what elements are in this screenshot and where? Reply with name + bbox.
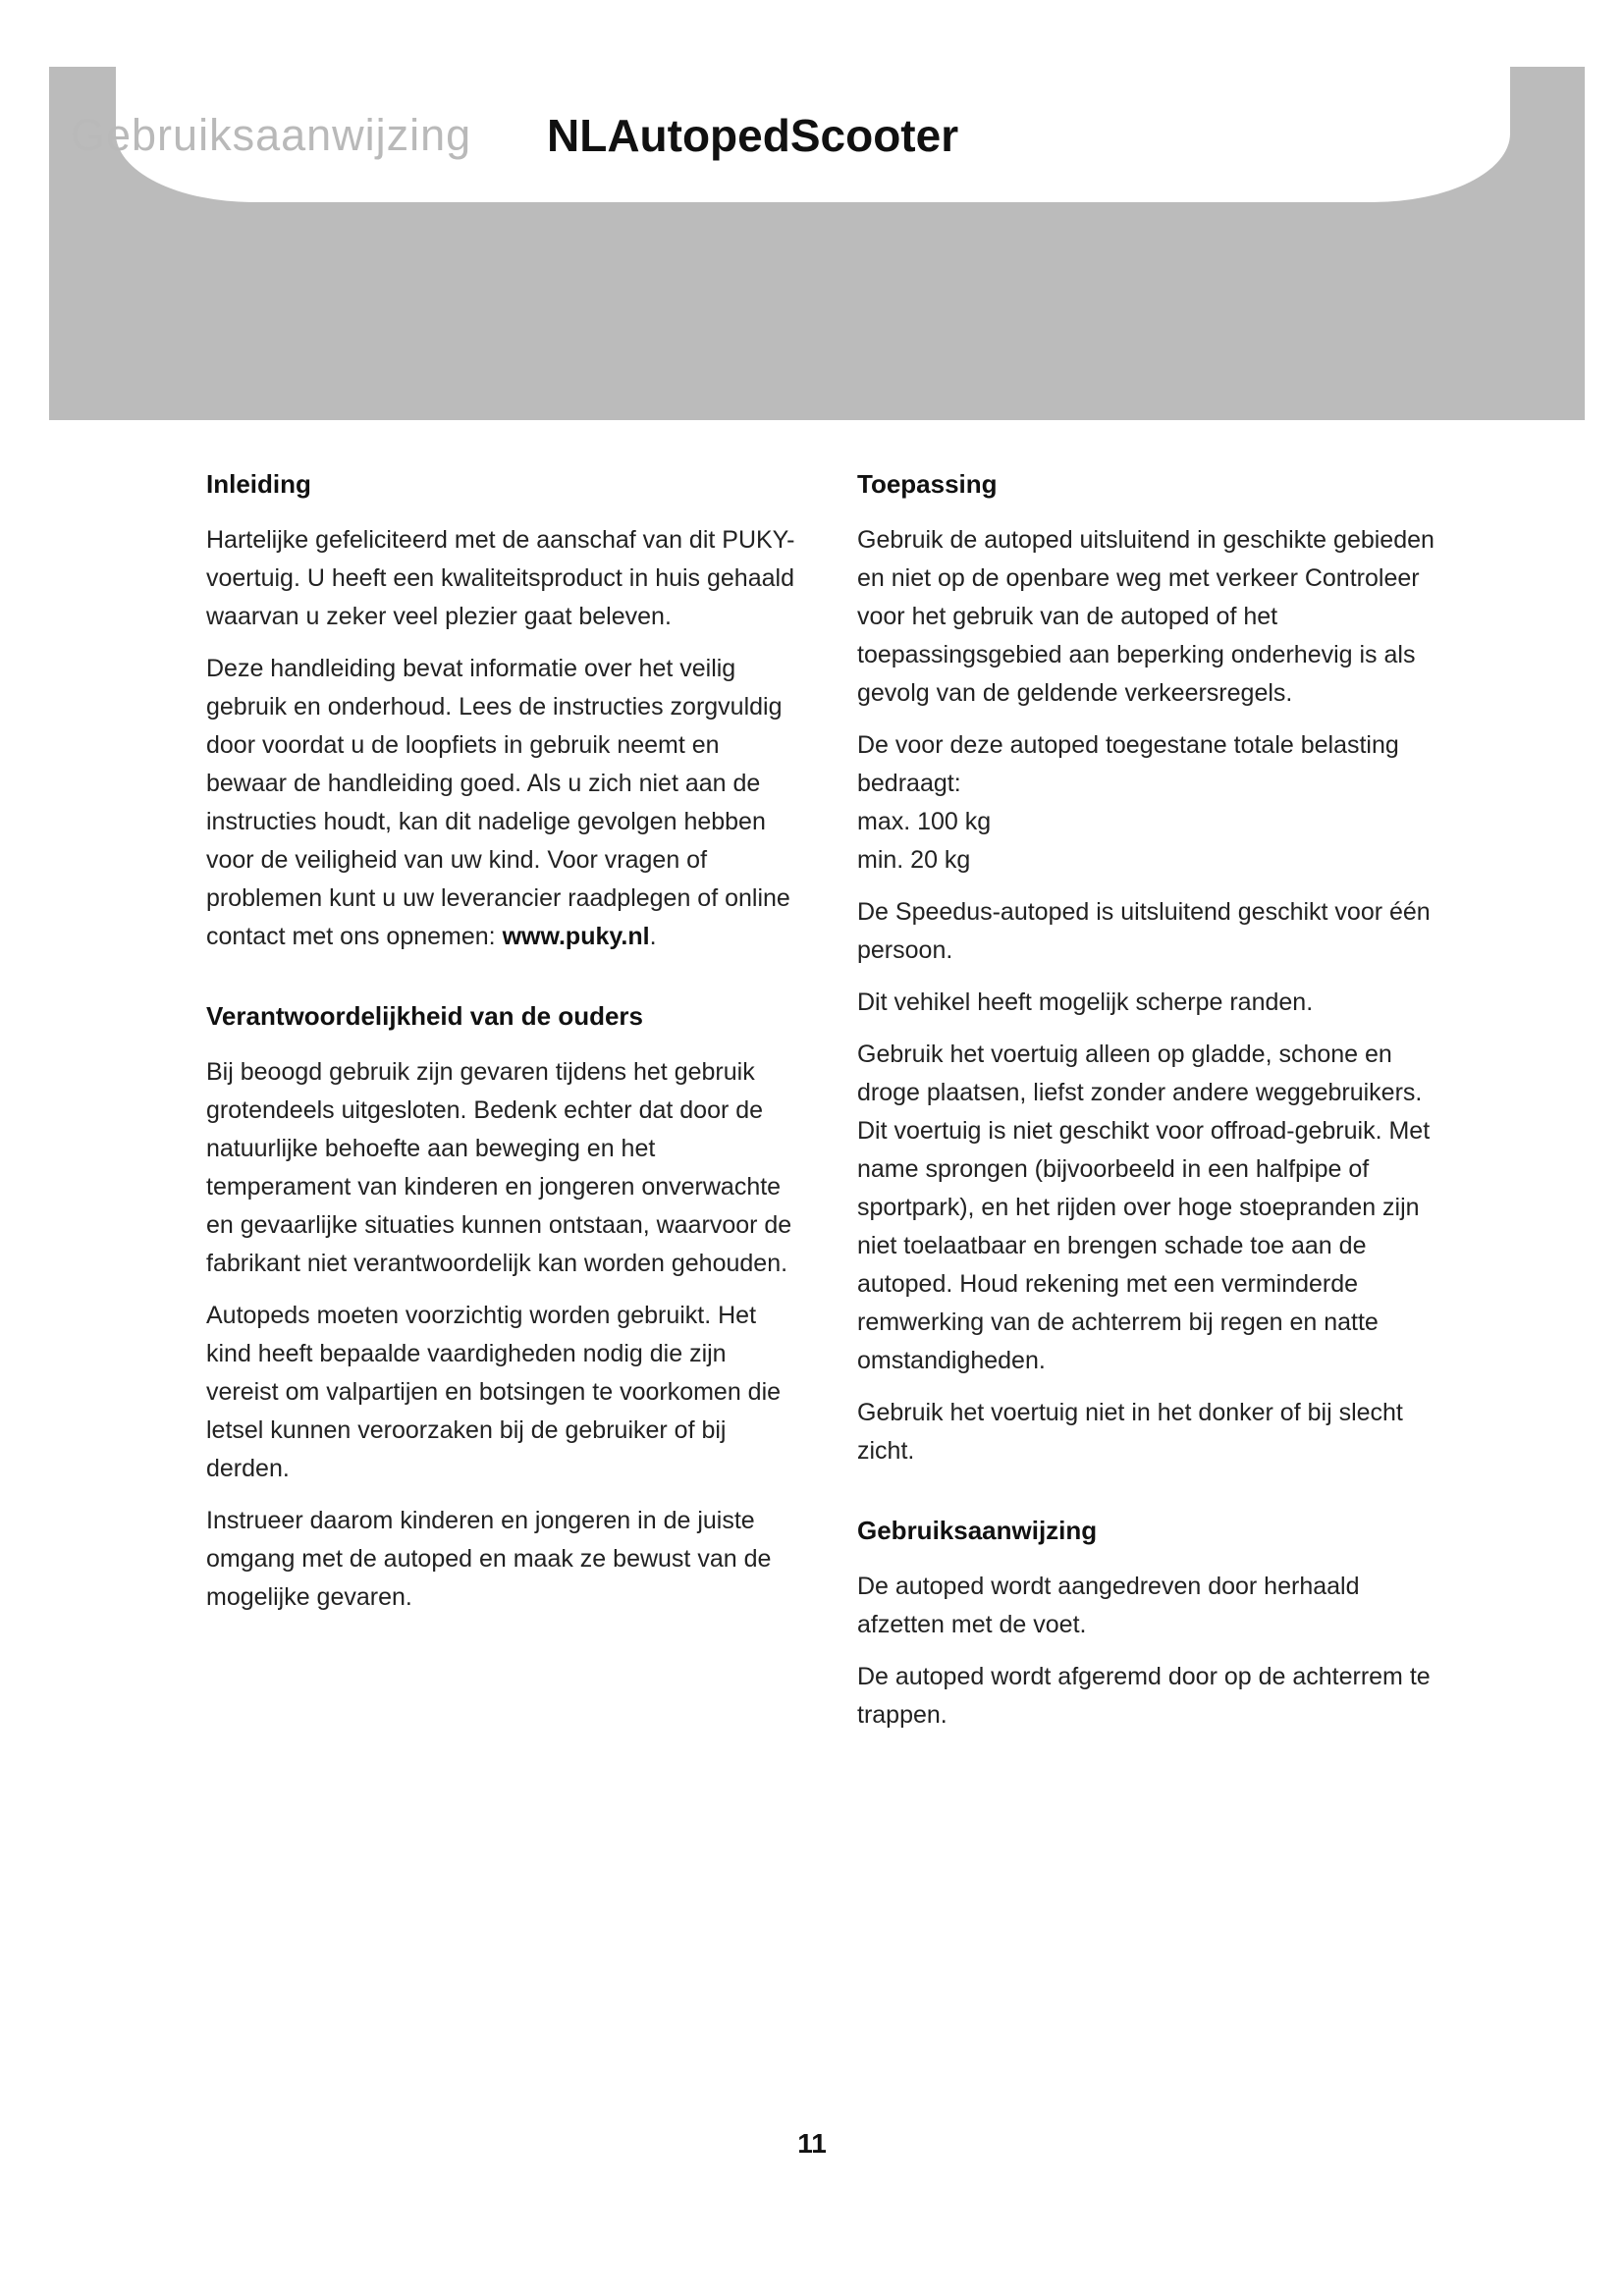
paragraph: Dit vehikel heeft mogelijk scherpe randen. [857, 988, 1314, 1016]
paragraph: Bij beoogd gebruik zijn gevaren tijdens het gebruik grotendeels uitgesloten. Bedenk echter dat door de natuurlijke behoefte aan beweging en het temperament van kinderen en jongeren onverwachte en gevaarlijke situaties kunnen ontstaan, waarvoor de fabrikant niet verantwoordelijk kan worden gehouden. [206, 1058, 792, 1277]
paragraph-with-link [206, 650, 795, 956]
heading-verantwoordelijkheid: Verantwoordelijkheid van de ouders [206, 1001, 644, 1031]
paragraph: Hartelijke gefeliciteerd met de aanschaf van dit PUKY-voertuig. U heeft een kwaliteitsproduct in huis gehaald waarvan u zeker veel plezier gaat beleven. [206, 526, 795, 630]
paragraph: De autoped wordt afgeremd door op de achterrem te trappen. [857, 1663, 1431, 1729]
heading-toepassing: Toepassing [857, 469, 998, 499]
paragraph: Instrueer daarom kinderen en jongeren in de juiste omgang met de autoped en maak ze bewust van de mogelijke gevaren. [206, 1507, 772, 1611]
left-column [206, 469, 795, 1630]
page-number: 11 [797, 2128, 827, 2159]
header-product-title: NLAutopedScooter [547, 110, 959, 161]
paragraph: De autoped wordt aangedreven door herhaald afzetten met de voet. [857, 1573, 1360, 1638]
right-column [857, 469, 1446, 1748]
paragraph-load: De voor deze autoped toegestane totale belasting bedraagt: [857, 731, 1399, 797]
heading-gebruiksaanwijzing: Gebruiksaanwijzing [857, 1516, 1098, 1545]
paragraph: De Speedus-autoped is uitsluitend geschikt voor één persoon. [857, 898, 1431, 964]
link-suffix: . [649, 923, 657, 950]
website-link[interactable]: www.puky.nl [502, 923, 650, 950]
paragraph: Gebruik het voertuig niet in het donker of bij slecht zicht. [857, 1399, 1403, 1465]
heading-inleiding: Inleiding [206, 469, 311, 499]
paragraph: Autopeds moeten voorzichtig worden gebruikt. Het kind heeft bepaalde vaardigheden nodig die zijn vereist om valpartijen en botsingen te voorkomen die letsel kunnen veroorzaken bij de gebruiker of bij derden. [206, 1302, 782, 1482]
paragraph: Gebruik het voertuig alleen op gladde, schone en droge plaatsen, liefst zonder andere weggebruikers. Dit voertuig is niet geschikt voor offroad-gebruik. Met name sprongen (bijvoorbeeld in een halfpipe of sportpark), en het rijden over hoge stoepranden zijn niet toelaatbaar en brengen schade toe aan de autoped. Houd rekening met een verminderde remwerking van de achterrem bij regen en natte omstandigheden. [857, 1041, 1431, 1374]
paragraph: Gebruik de autoped uitsluitend in geschikte gebieden en niet op de openbare weg met verkeer Controleer voor het gebruik van de autoped of het toepassingsgebied aan beperking onderhevig is als gevolg van de geldende verkeersregels. [857, 526, 1435, 707]
header-manual-title: Gebruiksaanwijzing [71, 110, 472, 160]
load-min: min. 20 kg [857, 846, 971, 874]
load-max: max. 100 kg [857, 808, 992, 835]
paragraph-text: Deze handleiding bevat informatie over het veilig gebruik en onderhoud. Lees de instructies zorgvuldig door voordat u de loopfiets in gebruik neemt en bewaar de handleiding goed. Als u zich niet aan de instructies houdt, kan dit nadelige gevolgen hebben voor de veiligheid van uw kind. Voor vragen of problemen kunt u uw leverancier raadplegen of online contact met ons opnemen: [206, 655, 790, 950]
